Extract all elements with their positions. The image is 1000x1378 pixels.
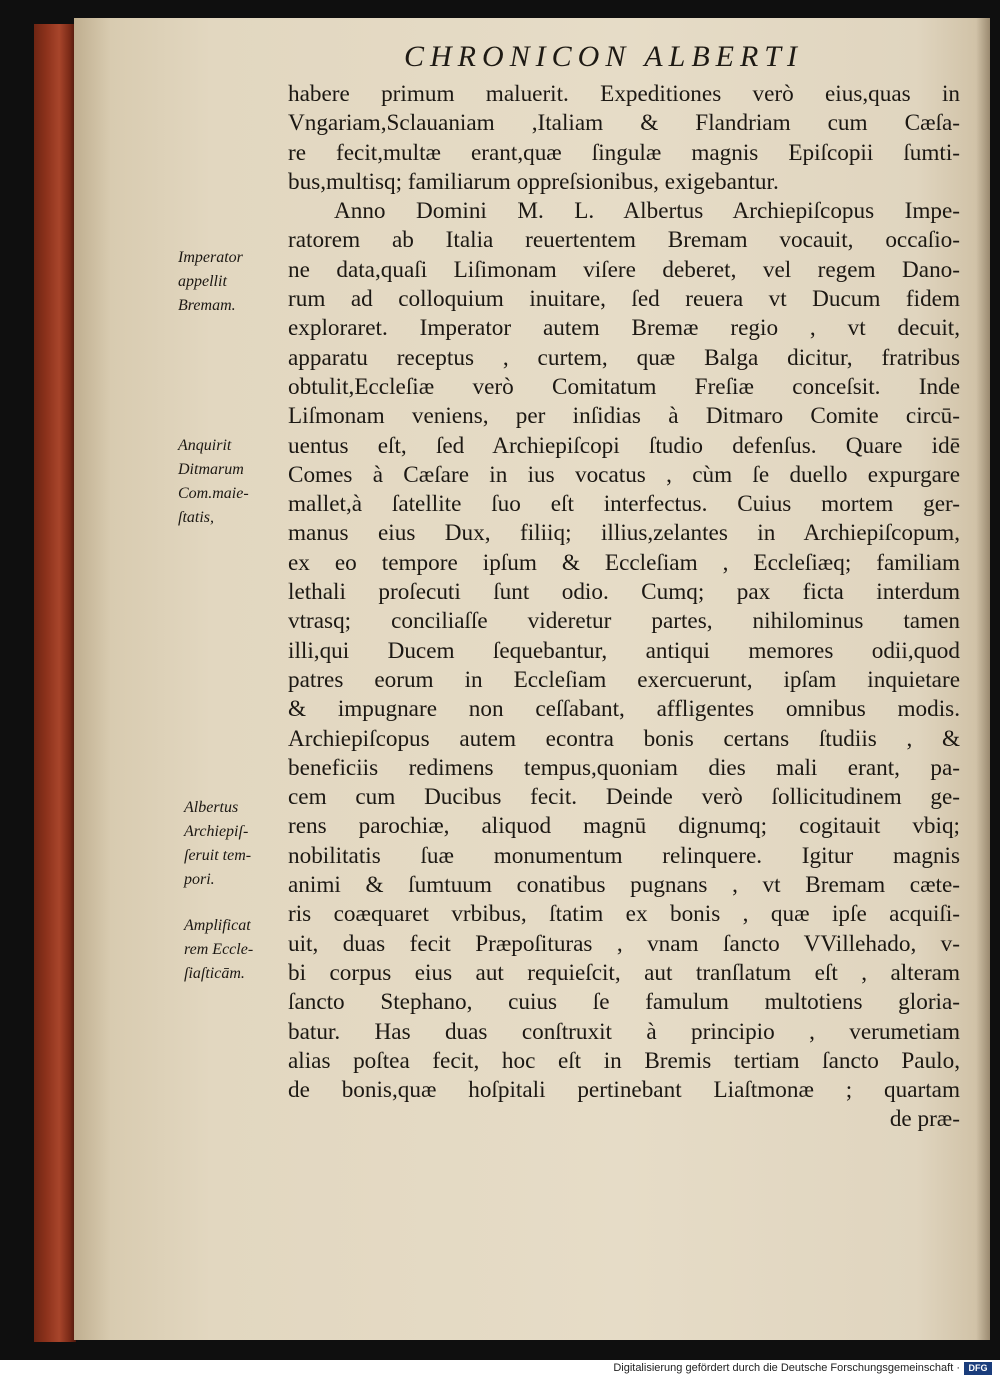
text-line: bus,multisq; familiarum oppreſsionibus, exigebantur.	[288, 168, 779, 195]
text-line: Anno Domini M. L. Albertus Archiepiſcopus Impe-	[334, 198, 960, 225]
margin-note-line: Ditmarum	[178, 461, 244, 478]
text-line: rens parochiæ, aliquod magnū dignumq; cogitauit vbiq;	[288, 813, 960, 840]
text-line: de bonis,quæ hoſpitali pertinebant Liaſtmonæ ; quartam	[288, 1077, 960, 1104]
text-line: Vngariam,Sclauaniam ,Italiam & Flandriam cum Cæſa-	[288, 110, 960, 137]
text-line: ratorem ab Italia reuertentem Bremam vocauit, occaſio-	[288, 227, 960, 254]
margin-note-line: ſiaſticām.	[184, 965, 245, 982]
margin-note-line: Amplificat	[184, 917, 251, 934]
text-line: ex eo tempore ipſum & Eccleſiam , Eccleſiæq; familiam	[288, 549, 960, 576]
text-line: de præ-	[889, 1106, 960, 1133]
text-line: ne data,quaſi Liſimonam viſere deberet, vel regem Dano-	[288, 256, 960, 283]
text-line: apparatu receptus , curtem, quæ Balga dicitur, fratribus	[288, 344, 960, 371]
margin-note-line: ſeruit tem-	[184, 847, 252, 864]
text-line: mallet,à ſatellite ſuo eſt interfectus. Cuius mortem ger-	[288, 491, 960, 518]
margin-note-amplificat	[184, 914, 304, 986]
margin-note-line: rem Eccle-	[184, 941, 254, 958]
text-line: manus eius Dux, filiiq; illius,zelantes in Archiepiſcopum,	[288, 520, 960, 547]
text-line: Comes à Cæſare in ius vocatus , cùm ſe duello expurgare	[288, 461, 960, 488]
dfg-logo: DFG	[964, 1362, 992, 1375]
text-line: patres eorum in Eccleſiam exercuerunt, ipſam inquietare	[288, 666, 960, 693]
margin-note-line: ſtatis,	[178, 509, 215, 526]
text-line: ris coæquaret vrbibus, ſtatim ex bonis , quæ ipſe acquiſi-	[288, 901, 960, 928]
text-line: illi,qui Ducem ſequebantur, antiqui memores odii,quod	[288, 637, 960, 664]
text-line: habere primum maluerit. Expeditiones verò eius,quas in	[288, 81, 960, 107]
margin-note-line: pori.	[184, 871, 215, 888]
margin-note-albertus	[184, 796, 304, 892]
text-line: alias poſtea fecit, hoc eſt in Bremis tertiam ſancto Paulo,	[288, 1047, 960, 1074]
margin-note-line: Anquirit	[178, 437, 232, 454]
body-text	[288, 80, 960, 1135]
text-line: exploraret. Imperator autem Bremæ regio , vt decuit,	[288, 315, 960, 342]
text-line: uit, duas fecit Præpoſituras , vnam ſancto VVillehado, v-	[288, 930, 960, 957]
text-line: batur. Has duas conſtruxit à principio , verumetiam	[288, 1018, 960, 1045]
text-line: cem cum Ducibus fecit. Deinde verò ſollicitudinem ge-	[288, 784, 960, 811]
text-line: ſancto Stephano, cuius ſe famulum multotiens gloria-	[288, 989, 960, 1016]
book-edge	[34, 24, 76, 1342]
text-line: vtrasq; conciliaſſe videretur partes, nihilominus tamen	[288, 608, 960, 635]
footer-credit: Digitalisierung gefördert durch die Deutsche Forschungsgemeinschaft ·	[613, 1362, 960, 1374]
text-line: bi corpus eius aut requieſcit, aut tranſlatum eſt , alteram	[288, 959, 960, 986]
margin-note-line: appellit	[178, 273, 227, 290]
margin-note-line: Com.maie-	[178, 485, 249, 502]
text-line: animi & ſumtuum conatibus pugnans , vt Bremam cæte-	[288, 872, 960, 899]
running-head: CHRONICON ALBERTI	[404, 40, 803, 73]
text-line: nobilitatis ſuæ monumentum relinquere. Igitur magnis	[288, 842, 960, 869]
margin-note-line: Albertus	[184, 799, 239, 816]
margin-note-line: Bremam.	[178, 297, 236, 314]
margin-note-imperator	[178, 246, 298, 318]
margin-note-line: Archiepiſ-	[184, 823, 249, 840]
text-line: beneficiis redimens tempus,quoniam dies mali erant, pa-	[288, 754, 960, 781]
text-line: rum ad colloquium inuitare, ſed reuera vt Ducum fidem	[288, 286, 960, 313]
text-line: Archiepiſcopus autem econtra bonis certans ſtudiis , &	[288, 725, 960, 752]
text-line: & impugnare non ceſſabant, affligentes omnibus modis.	[288, 696, 960, 723]
margin-note-line: Imperator	[178, 249, 243, 266]
book-page	[74, 18, 990, 1340]
margin-note-anquirit	[178, 434, 298, 530]
page-gutter-shadow	[976, 18, 990, 1340]
text-line: obtulit,Eccleſiæ verò Comitatum Freſiæ conceſsit. Inde	[288, 373, 960, 400]
text-line: lethali proſecuti ſunt odio. Cumq; pax ficta interdum	[288, 579, 960, 606]
text-line: Liſmonam veniens, per inſidias à Ditmaro Comite circū-	[288, 403, 960, 430]
text-line: re fecit,multæ erant,quæ ſingulæ magnis Epiſcopii ſumti-	[288, 139, 960, 166]
text-line: uentus eſt, ſed Archiepiſcopi ſtudio defenſus. Quare idē	[288, 432, 960, 459]
